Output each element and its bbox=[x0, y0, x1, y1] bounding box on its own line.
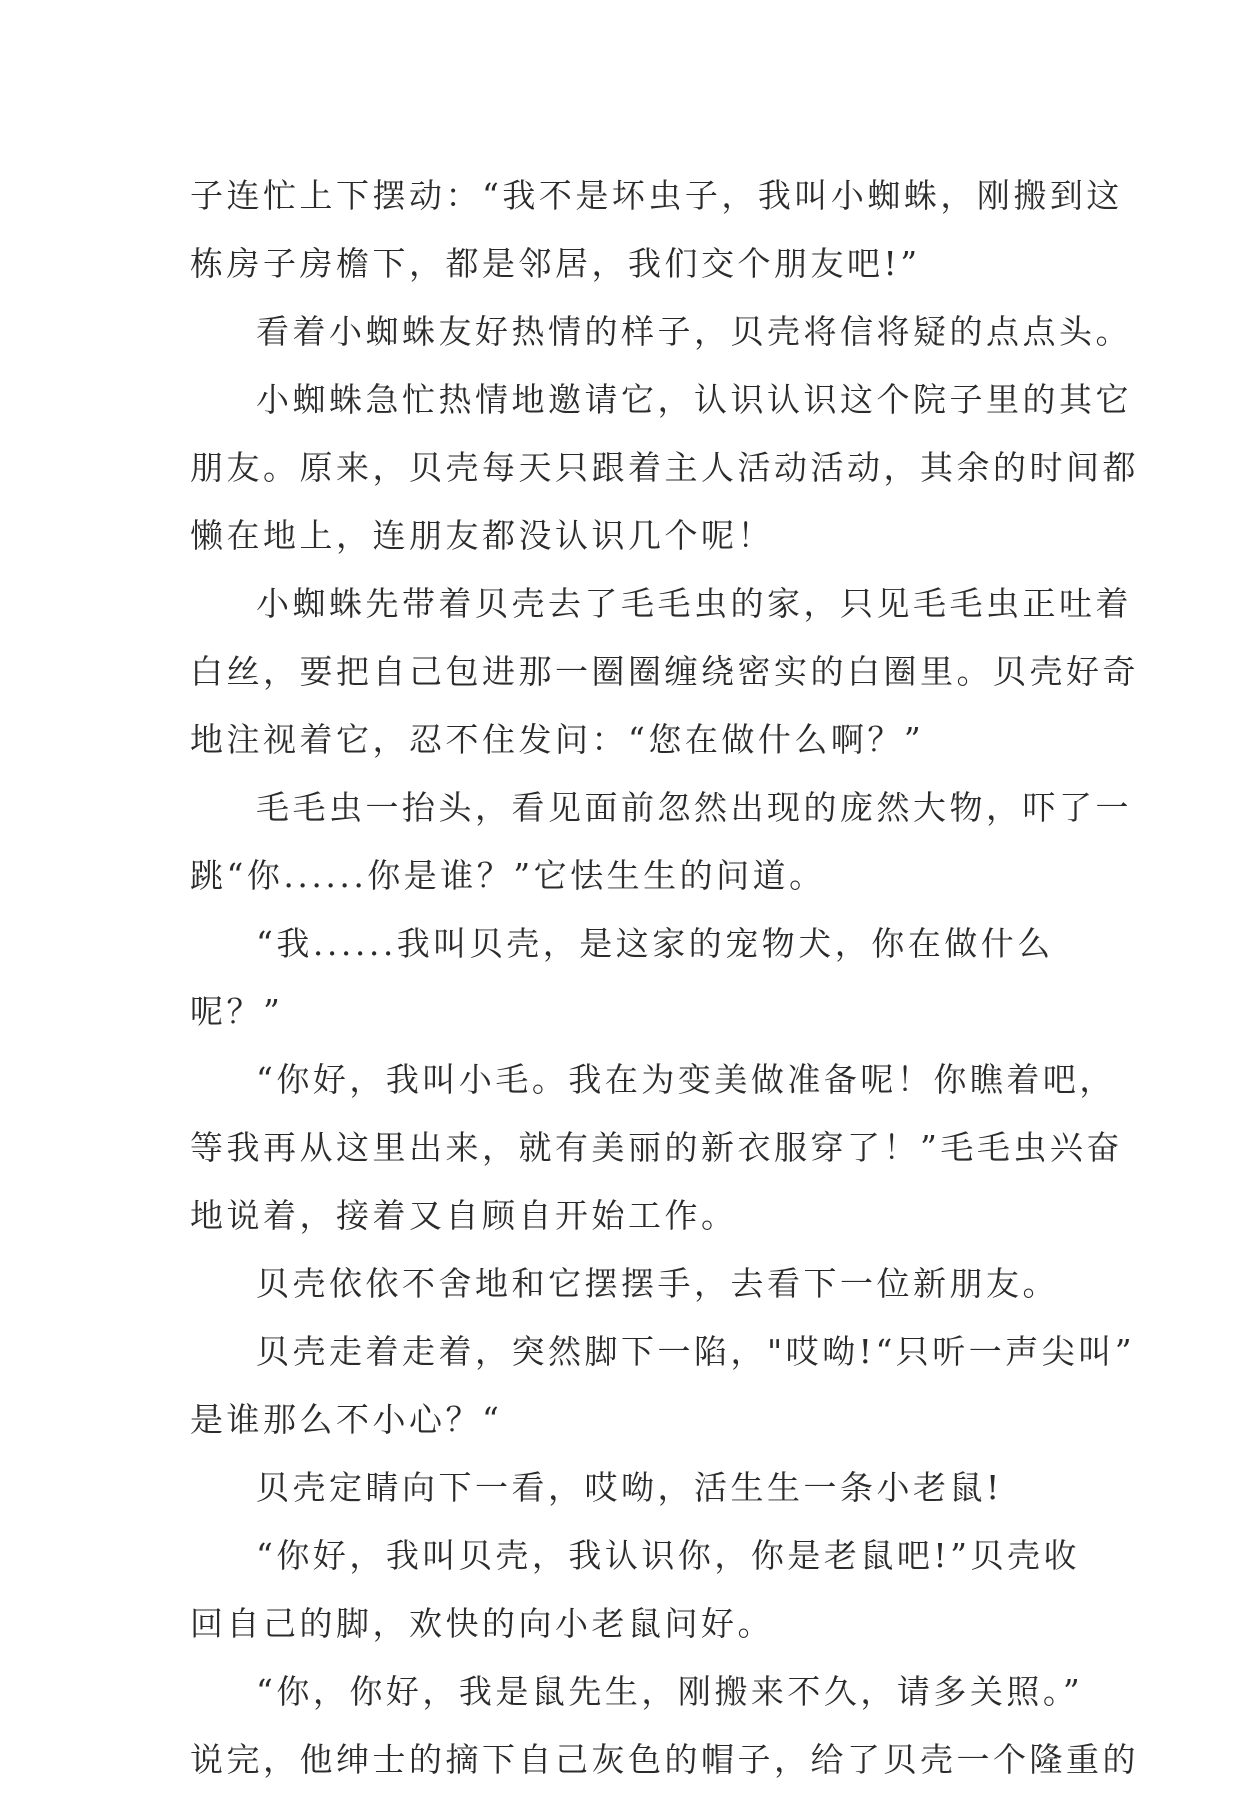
text-line: 说完，他绅士的摘下自己灰色的帽子，给了贝壳一个隆重的 bbox=[190, 1740, 1139, 1779]
text-line: 朋友。原来，贝壳每天只跟着主人活动活动，其余的时间都 bbox=[190, 448, 1139, 487]
text-line: 栋房子房檐下，都是邻居，我们交个朋友吧!” bbox=[190, 244, 921, 283]
text-line: 是谁那么不小心？“ bbox=[190, 1400, 503, 1439]
text-line: 毛毛虫一抬头，看见面前忽然出现的庞然大物，吓了一 bbox=[256, 788, 1132, 827]
text-line: 小蜘蛛急忙热情地邀请它，认识认识这个院子里的其它 bbox=[256, 380, 1132, 419]
story-text bbox=[190, 162, 1139, 1794]
text-line: 贝壳走着走着，突然脚下一陷，"哎呦!“只听一声尖叫” bbox=[256, 1332, 1136, 1371]
text-line: 懒在地上，连朋友都没认识几个呢！ bbox=[190, 516, 774, 555]
text-line: 看着小蜘蛛友好热情的样子，贝壳将信将疑的点点头。 bbox=[256, 312, 1132, 351]
text-line: 跳“你......你是谁？”它怯生生的问道。 bbox=[190, 856, 826, 895]
text-line: 贝壳依依不舍地和它摆摆手，去看下一位新朋友。 bbox=[256, 1264, 1059, 1303]
text-line: 地注视着它，忍不住发问：“您在做什么啊？” bbox=[190, 720, 925, 759]
text-line: “你，你好，我是鼠先生，刚搬来不久，请多关照。” bbox=[256, 1672, 1084, 1711]
text-line: 地说着，接着又自顾自开始工作。 bbox=[190, 1196, 738, 1235]
text-line: 小蜘蛛先带着贝壳去了毛毛虫的家，只见毛毛虫正吐着 bbox=[256, 584, 1132, 623]
text-line: 回自己的脚，欢快的向小老鼠问好。 bbox=[190, 1604, 774, 1643]
text-line: “我......我叫贝壳，是这家的宠物犬，你在做什么 bbox=[256, 924, 1054, 963]
text-line: “你好，我叫小毛。我在为变美做准备呢！你瞧着吧， bbox=[256, 1060, 1116, 1099]
text-line: 等我再从这里出来，就有美丽的新衣服穿了！”毛毛虫兴奋 bbox=[190, 1128, 1123, 1167]
text-line: 子连忙上下摆动：“我不是坏虫子，我叫小蜘蛛，刚搬到这 bbox=[190, 176, 1123, 215]
text-line: 白丝，要把自己包进那一圈圈缠绕密实的白圈里。贝壳好奇 bbox=[190, 652, 1139, 691]
text-line: “你好，我叫贝壳，我认识你，你是老鼠吧!”贝壳收 bbox=[256, 1536, 1081, 1575]
text-line: 呢？” bbox=[190, 992, 284, 1031]
text-line: 贝壳定睛向下一看，哎呦，活生生一条小老鼠! bbox=[256, 1468, 1003, 1507]
